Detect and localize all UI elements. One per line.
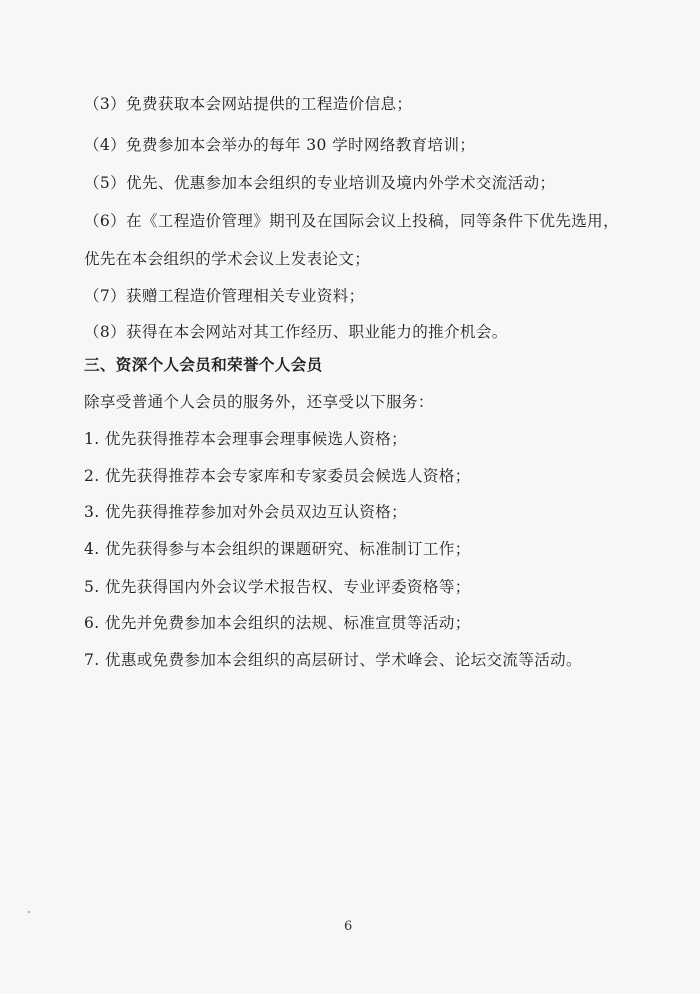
service-item-3: 3. 优先获得推荐参加对外会员双边互认资格；: [84, 503, 408, 521]
scan-speck: [28, 911, 30, 913]
service-item-4: 4. 优先获得参与本会组织的课题研究、标准制订工作；: [84, 540, 471, 558]
service-item-5: 5. 优先获得国内外会议学术报告权、专业评委资格等；: [84, 578, 471, 596]
list-item-8: （8）获得在本会网站对其工作经历、职业能力的推介机会。: [84, 323, 508, 341]
service-item-1: 1. 优先获得推荐本会理事会理事候选人资格；: [84, 430, 408, 448]
page-number: 6: [344, 919, 353, 934]
section-intro: 除享受普通个人会员的服务外，还享受以下服务：: [84, 393, 434, 411]
service-item-7: 7. 优惠或免费参加本会组织的高层研讨、学术峰会、论坛交流等活动。: [84, 651, 582, 669]
list-item-7: （7）获赠工程造价管理相关专业资料；: [84, 287, 365, 305]
list-item-4: （4）免费参加本会举办的每年 30 学时网络教育培训；: [84, 136, 476, 154]
service-item-6: 6. 优先并免费参加本会组织的法规、标准宣贯等活动；: [84, 614, 471, 632]
section-heading: 三、资深个人会员和荣誉个人会员: [84, 355, 323, 374]
list-item-3: （3）免费获取本会网站提供的工程造价信息；: [84, 95, 413, 113]
list-item-6: （6）在《工程造价管理》期刊及在国际会议上投稿，同等条件下优先选用，: [84, 212, 619, 230]
service-item-2: 2. 优先获得推荐本会专家库和专家委员会候选人资格；: [84, 467, 471, 485]
list-item-6-continued: 优先在本会组织的学术会议上发表论文；: [84, 250, 371, 268]
list-item-5: （5）优先、优惠参加本会组织的专业培训及境内外学术交流活动；: [84, 174, 556, 192]
